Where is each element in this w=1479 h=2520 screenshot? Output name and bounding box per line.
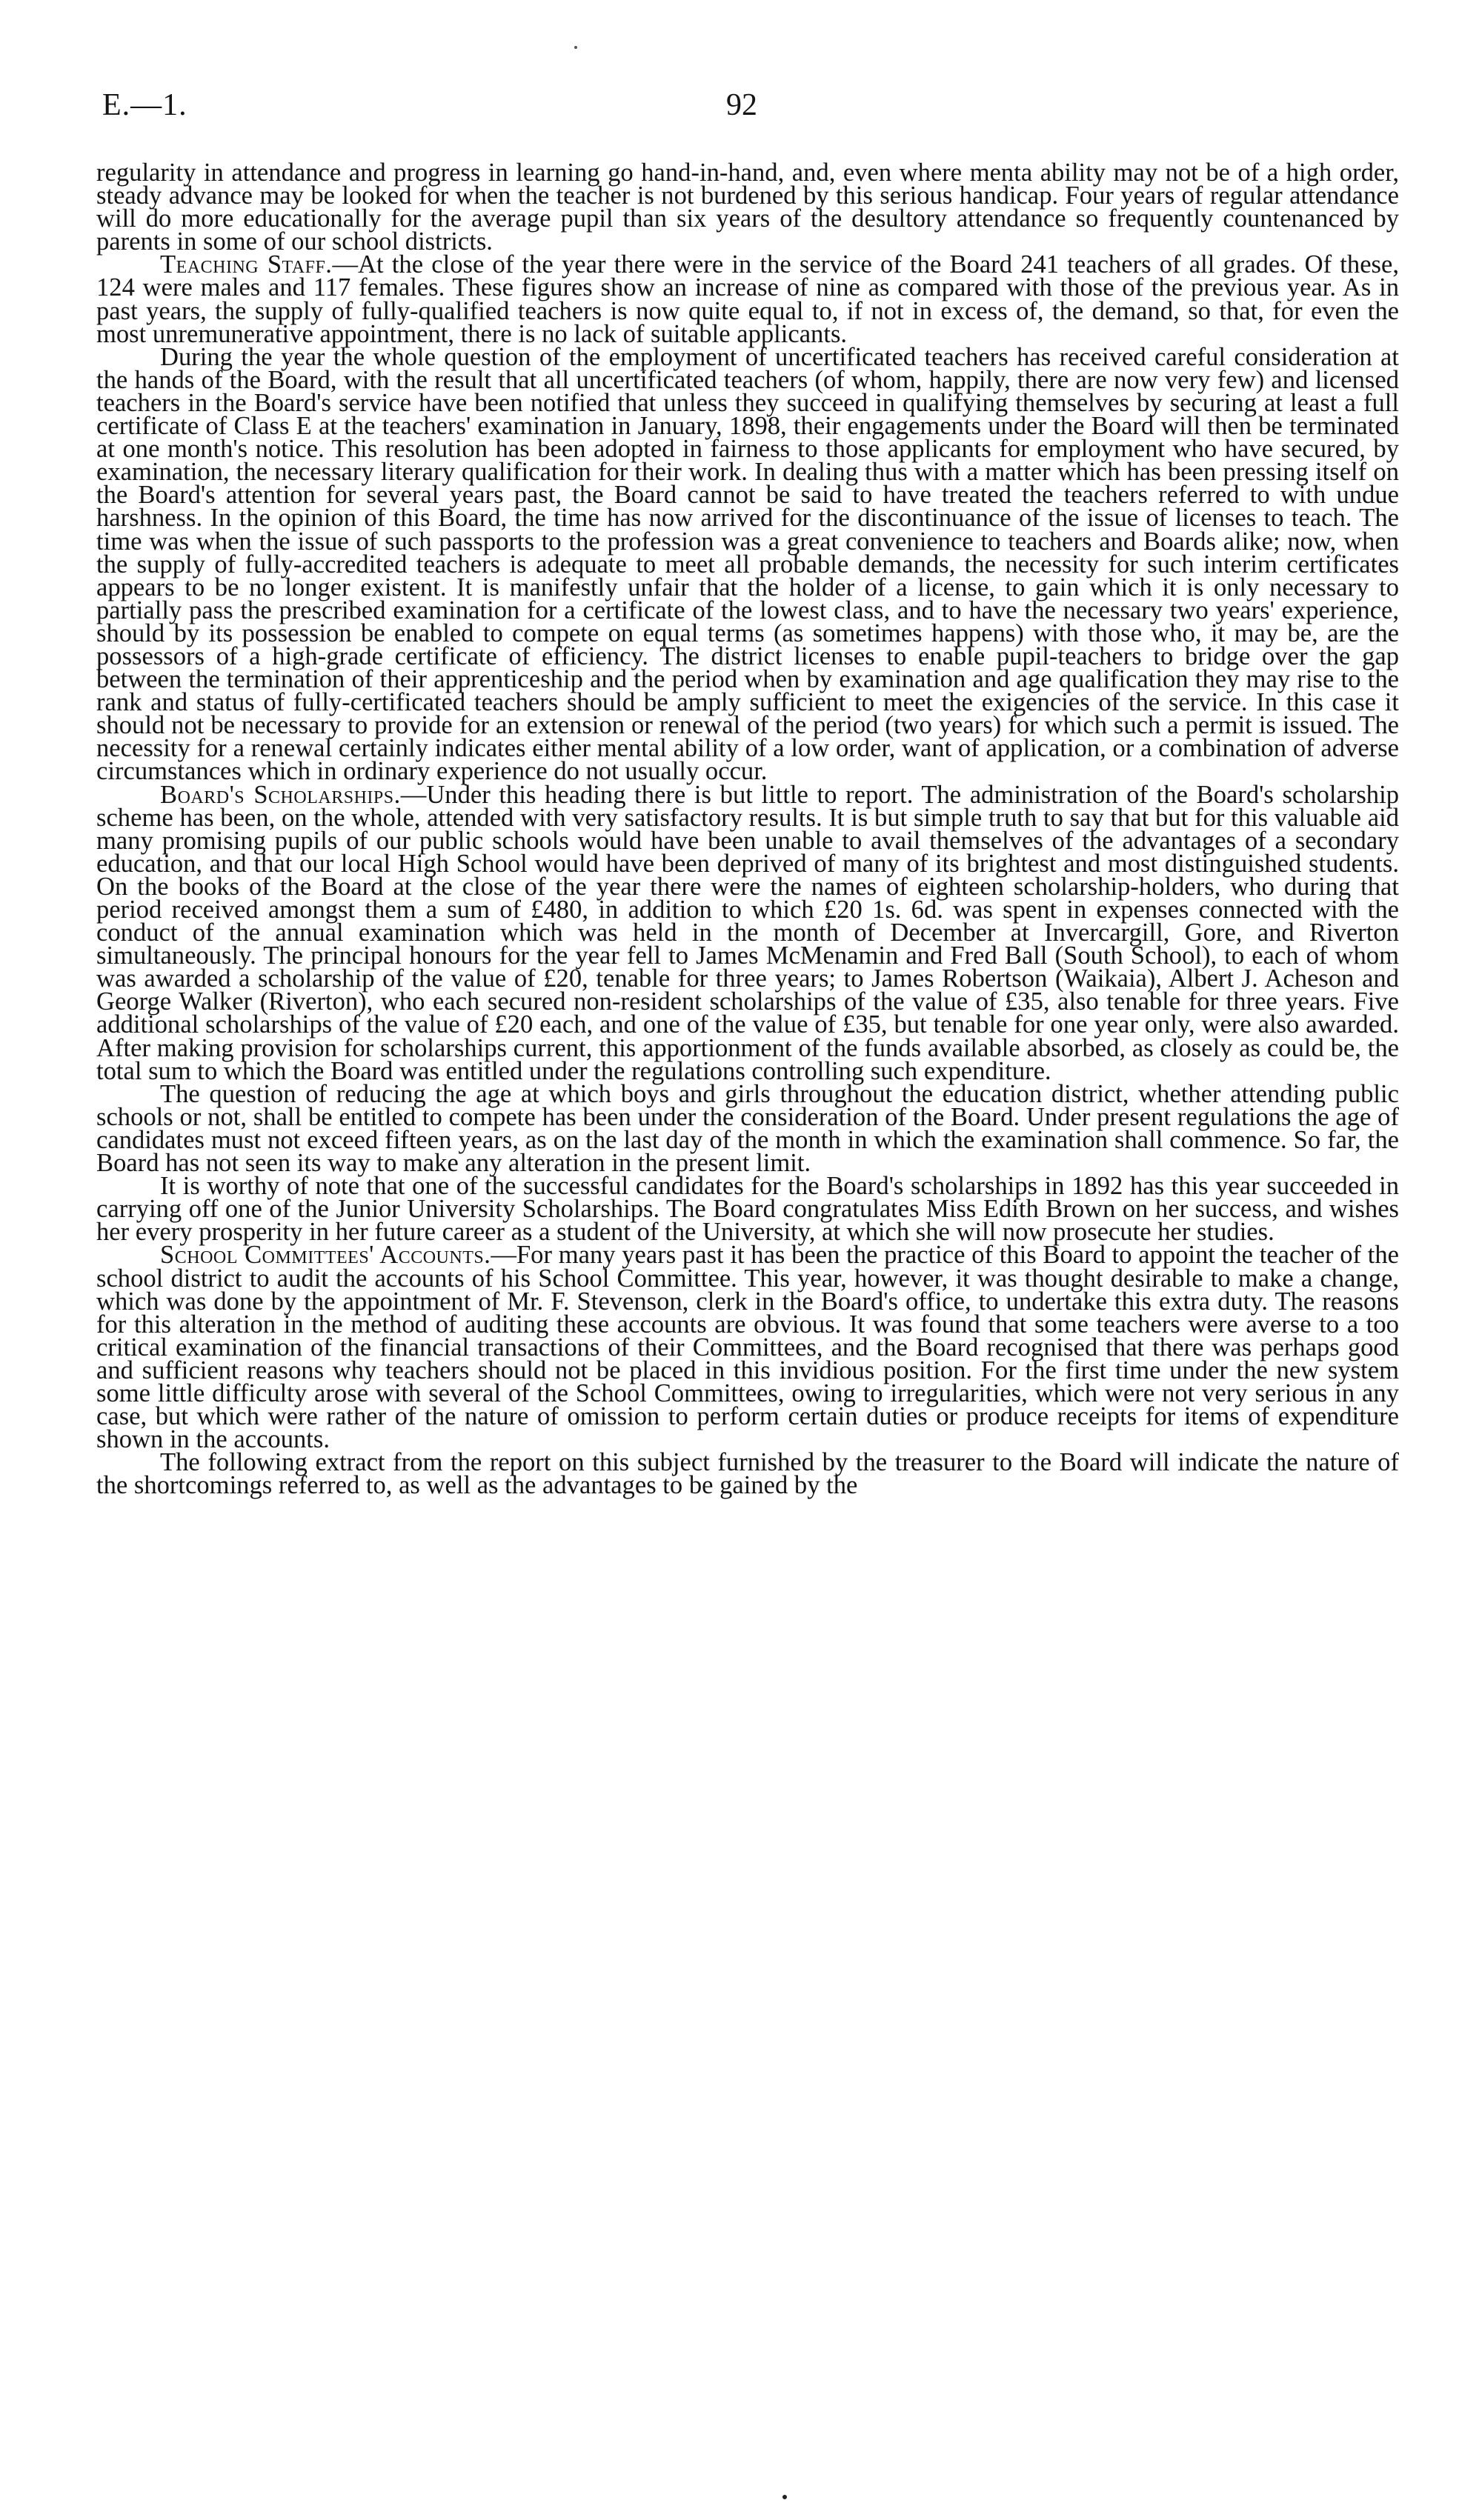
paragraph-boards-scholarships [96, 780, 1399, 1085]
section-heading-boards-scholarships: Board's Scholarships. [160, 780, 401, 809]
paragraph-university-scholarship [96, 1172, 1399, 1247]
paragraph-text: —Under this heading there is but little to report. The administration of the Board's scholarship scheme has been, on the whole, attended with very satisfactory results. It is but simple truth to say that but for this valuable aid many promising pupils of our public schools would have been unable to avail themselves of the advantages of a secondary education, and that our local High School would have been deprived of many of its brightest and most distinguished students. On the books of the Board at the close of the year there were the names of eighteen scholarship-holders, who during that period received amongst them a sum of £480, in addition to which £20 1s. 6d. was spent in expenses connected with the conduct of the annual examination which was held in the month of December at Invercargill, Gore, and Riverton simultaneously. The principal honours for the year fell to James McMenamin and Fred Ball (South School), to each of whom was awarded a scholarship of the value of £20, tenable for three years; to James Robertson (Waikaia), Albert J. Acheson and George Walker (Riverton), who each secured non-resident scholarships of the value of £35, also tenable for three years. Five additional scholarships of the value of £20 each, and one of the value of £35, but tenable for one year only, were also awarded. After making provision for scholarships current, this apportionment of the funds available absorbed, as closely as could be, the total sum to which the Board was entitled under the regulations controlling such expenditure. [96, 780, 1399, 1085]
paragraph-text: The question of reducing the age at which boys and girls throughout the education district, whether attending public schools or not, shall be entitled to compete has been under the consideration of the Board. Under present regulations the age of candidates must not exceed fifteen years, as on the last day of the month in which the examination shall commence. So far, the Board has not seen its way to make any alteration in the present limit. [96, 1079, 1399, 1178]
section-heading-teaching-staff: Teaching Staff. [160, 250, 333, 279]
paragraph-school-committees-accounts [96, 1241, 1399, 1454]
paragraph-text: The following extract from the report on this subject furnished by the treasurer to the Board will indicate the nature of the shortcomings referred to, as well as the advantages to be gained by the [96, 1448, 1399, 1500]
top-ink-speck [574, 46, 577, 49]
paragraph-age-limit [96, 1079, 1399, 1178]
paragraph-text: —For many years past it has been the practice of this Board to appoint the teacher of the school district to audit the accounts of his School Committee. This year, however, it was thought desirable to make a change, which was done by the appointment of Mr. F. Stevenson, clerk in the Board's office, to undertake this extra duty. The reasons for this alteration in the method of auditing these accounts are obvious. It was found that some teachers were averse to a too critical examination of the financial transactions of their Committees, and the Board recognised that there was perhaps good and sufficient reasons why teachers should not be placed in this invidious position. For the first time under the new system some little difficulty arose with several of the School Committees, owing to irregularities, which were not very serious in any case, but which were rather of the nature of omission to perform certain duties or produce receipts for items of expenditure shown in the accounts. [96, 1241, 1399, 1454]
paragraph-treasurer-extract [96, 1448, 1399, 1500]
section-heading-school-committees-accounts: School Committees' Accounts. [160, 1241, 491, 1270]
paragraph-text: It is worthy of note that one of the successful candidates for the Board's scholarships in 1892 has this year succeeded in carrying off one of the Junior University Scholarships. The Board congratulates Miss Edith Brown on her success, and wishes her every prosperity in her future career as a student of the University, at which she will now prosecute her studies. [96, 1172, 1399, 1247]
paragraph-teaching-staff [96, 250, 1399, 348]
page-header [96, 87, 1383, 132]
paragraph-text: During the year the whole question of the employment of uncertificated teachers has received careful consideration at the hands of the Board, with the result that all uncertificated teachers (of whom, happily, there are now very few) and licensed teachers in the Board's service have been notified that unless they succeed in qualifying themselves by securing at least a full certificate of Class E at the teachers' examination in January, 1898, their engagements under the Board will then be terminated at one month's notice. This resolution has been adopted in fairness to those applicants for employment who have secured, by examination, the necessary literary qualification for their work. In dealing thus with a matter which has been pressing itself on the Board's attention for several years past, the Board cannot be said to have treated the teachers referred to with undue harshness. In the opinion of this Board, the time has now arrived for the discontinuance of the issue of licenses to teach. The time was when the issue of such passports to the profession was a great convenience to teachers and Boards alike; now, when the supply of fully-accredited teachers is adequate to meet all probable demands, the necessity for such interim certificates appears to be no longer existent. It is manifestly unfair that the holder of a license, to gain which it is only necessary to partially pass the prescribed examination for a certificate of the lowest class, and to have the necessary two years' experience, should by its possession be enabled to compete on equal terms (as sometimes happens) with those who, it may be, are the possessors of a high-grade certificate of efficiency. The district licenses to enable pupil-teachers to bridge over the gap between the termination of their apprenticeship and the period when by examination and age qualification they may rise to the rank and status of fully-certificated teachers should be amply sufficient to meet the exigencies of the service. In this case it should not be necessary to provide for an extension or renewal of the period (two years) for which such a permit is issued. The necessity for a renewal certainly indicates either mental ability of a low order, want of application, or a combination of adverse circumstances which in ordinary experience do not usually occur. [96, 342, 1399, 786]
paragraph-text: —At the close of the year there were in the service of the Board 241 teachers of all grades. Of these, 124 were males and 117 females. These figures show an increase of nine as compared with those of the previous year. As in past years, the supply of fully-qualified teachers is now quite equal to, if not in excess of, the demand, so that, for even the most unremunerative appointment, there is no lack of suitable applicants. [96, 250, 1399, 348]
paragraph-uncertificated-teachers [96, 342, 1399, 786]
paragraph-text: regularity in attendance and progress in learning go hand-in-hand, and, even where menta ability may not be of a high order, steady advance may be looked for when the teacher is not burdened by this serious handicap. Four years of regular attendance will do more educationally for the average pupil than six years of the desultory attendance so frequently countenanced by parents in some of our school districts. [96, 159, 1399, 256]
bottom-ink-speck [782, 2495, 787, 2499]
series-reference: E.—1. [102, 88, 187, 122]
page-number: 92 [726, 88, 757, 122]
paragraph-attendance [96, 159, 1399, 256]
report-body [96, 159, 1399, 1500]
